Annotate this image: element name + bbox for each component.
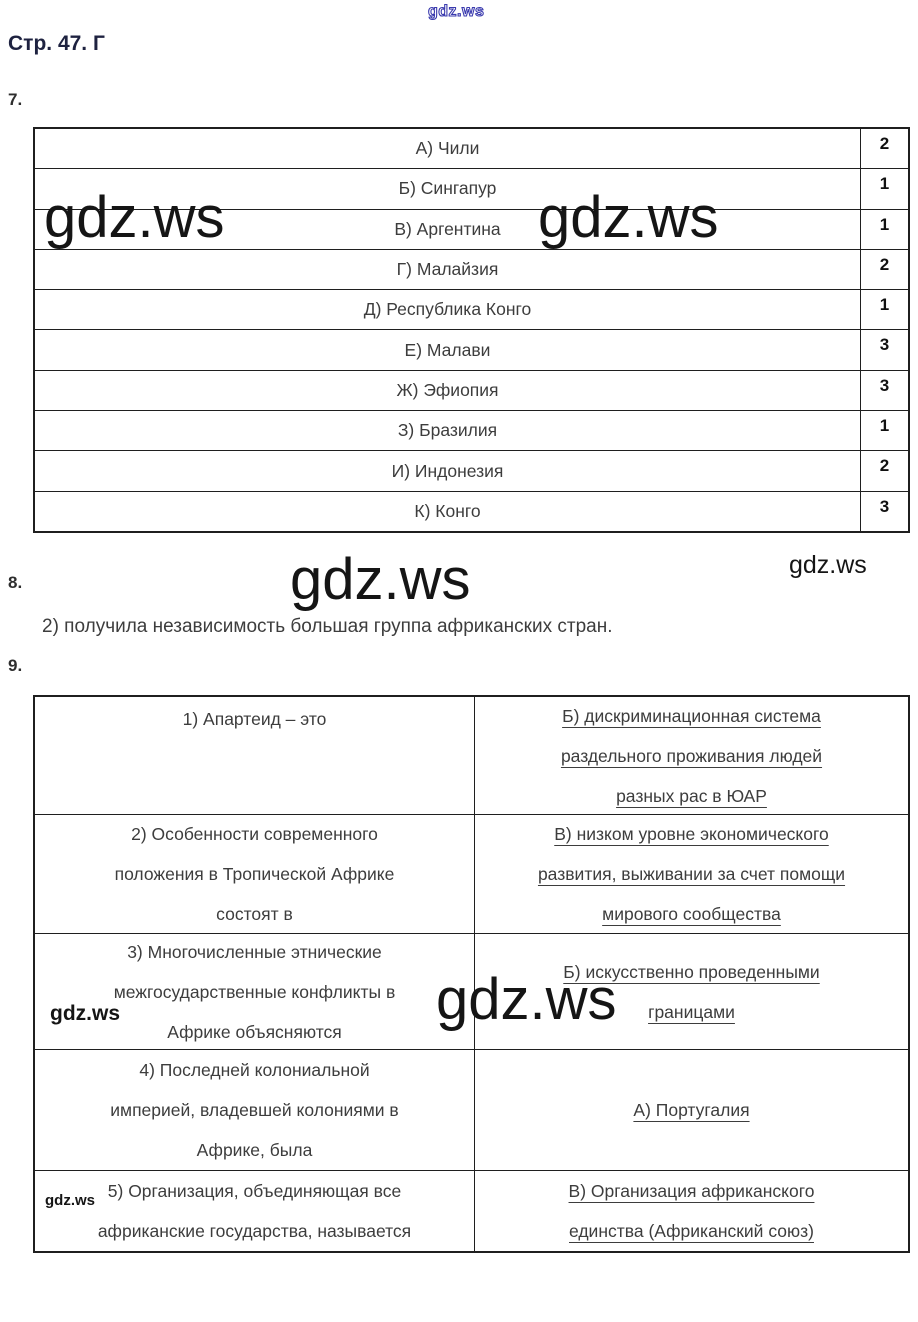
- table-row: [35, 814, 908, 933]
- question-line: 2) Особенности современного: [131, 824, 378, 844]
- table-row: [35, 450, 908, 490]
- answer-line: единства (Африканский союз): [569, 1221, 814, 1241]
- answer-value: 1: [860, 411, 908, 450]
- section-8-answer-text: 2) получила независимость большая группа африканских стран.: [42, 616, 613, 637]
- question-cell: [35, 815, 475, 933]
- table-row: [35, 289, 908, 329]
- question-cell: [35, 697, 475, 814]
- question-cell: [35, 1050, 475, 1170]
- question-line: межгосударственные конфликты в: [113, 981, 396, 1002]
- answer-line: Б) дискриминационная система: [562, 705, 821, 726]
- watermark-top: gdz.ws: [428, 3, 485, 20]
- question-line: Африке, была: [196, 1140, 313, 1160]
- question-line: положения в Тропической Африке: [114, 864, 395, 884]
- table-row: [35, 209, 908, 249]
- answer-cell: [475, 934, 908, 1049]
- answer-value: 2: [860, 129, 908, 168]
- watermark-large: gdz.ws: [436, 967, 617, 1032]
- section-7-label: 7.: [8, 90, 23, 109]
- answer-value: 2: [860, 451, 908, 490]
- table-row: [35, 249, 908, 289]
- country-label: Е) Малави: [404, 339, 491, 360]
- question-line: 1) Апартеид – это: [182, 709, 327, 729]
- section-9-label: 9.: [8, 656, 23, 675]
- matching-table-9: [33, 695, 910, 1253]
- answer-value: 3: [860, 330, 908, 369]
- country-label: Б) Сингапур: [398, 178, 497, 199]
- table-row: [35, 168, 908, 208]
- answer-line: мирового сообщества: [602, 904, 781, 924]
- country-label: Ж) Эфиопия: [396, 379, 499, 400]
- question-line: империей, владевшей колониями в: [110, 1100, 399, 1120]
- table-row: [35, 491, 908, 531]
- country-label: К) Конго: [414, 500, 481, 521]
- question-line: 5) Организация, объединяющая все: [107, 1181, 402, 1201]
- watermark-large: gdz.ws: [290, 547, 471, 612]
- answer-value: 3: [860, 492, 908, 531]
- answer-line: А) Португалия: [633, 1100, 750, 1120]
- watermark-small: gdz.ws: [50, 1002, 121, 1025]
- table-row: [35, 410, 908, 450]
- answer-value: 1: [860, 169, 908, 208]
- table-row: [35, 1170, 908, 1251]
- answer-value: 3: [860, 371, 908, 410]
- table-row: [35, 1049, 908, 1170]
- country-label: И) Индонезия: [391, 460, 504, 481]
- country-label: Г) Малайзия: [396, 259, 499, 280]
- country-label: З) Бразилия: [397, 420, 498, 441]
- question-line: состоят в: [216, 904, 293, 924]
- answer-cell: [475, 815, 908, 933]
- question-line: африканские государства, называется: [97, 1221, 412, 1241]
- country-label: Д) Республика Конго: [363, 299, 532, 320]
- watermark-small: gdz.ws: [789, 551, 867, 579]
- watermark-large: gdz.ws: [538, 185, 719, 250]
- table-row: [35, 370, 908, 410]
- answer-line: границами: [648, 1001, 735, 1022]
- table-row: [35, 329, 908, 369]
- answer-cell: [475, 1050, 908, 1170]
- page-title: Стр. 47. Г: [8, 32, 105, 55]
- answer-value: 1: [860, 290, 908, 329]
- answer-line: разных рас в ЮАР: [616, 785, 767, 806]
- watermark-small: gdz.ws: [45, 1192, 96, 1209]
- watermark-large: gdz.ws: [44, 185, 225, 250]
- answer-line: Б) искусственно проведенными: [563, 961, 820, 982]
- table-row: [35, 129, 908, 168]
- answer-line: В) низком уровне экономического: [554, 824, 829, 844]
- country-label: В) Аргентина: [394, 218, 501, 239]
- question-line: 3) Многочисленные этнические: [127, 941, 382, 962]
- answer-cell: [475, 697, 908, 814]
- answer-line: раздельного проживания людей: [560, 745, 823, 766]
- answer-line: развития, выживании за счет помощи: [537, 864, 846, 884]
- answer-value: 2: [860, 250, 908, 289]
- answer-line: В) Организация африканского: [568, 1181, 815, 1201]
- question-line: 4) Последней колониальной: [139, 1060, 370, 1080]
- matching-table-7: [33, 127, 910, 533]
- country-label: А) Чили: [415, 138, 480, 159]
- answer-value: 1: [860, 210, 908, 249]
- answer-cell: [475, 1171, 908, 1251]
- question-cell: [35, 934, 475, 1049]
- question-cell: [35, 1171, 475, 1251]
- table-row: [35, 933, 908, 1049]
- question-line: Африке объясняются: [167, 1021, 342, 1042]
- section-8-label: 8.: [8, 573, 23, 592]
- table-row: [35, 697, 908, 814]
